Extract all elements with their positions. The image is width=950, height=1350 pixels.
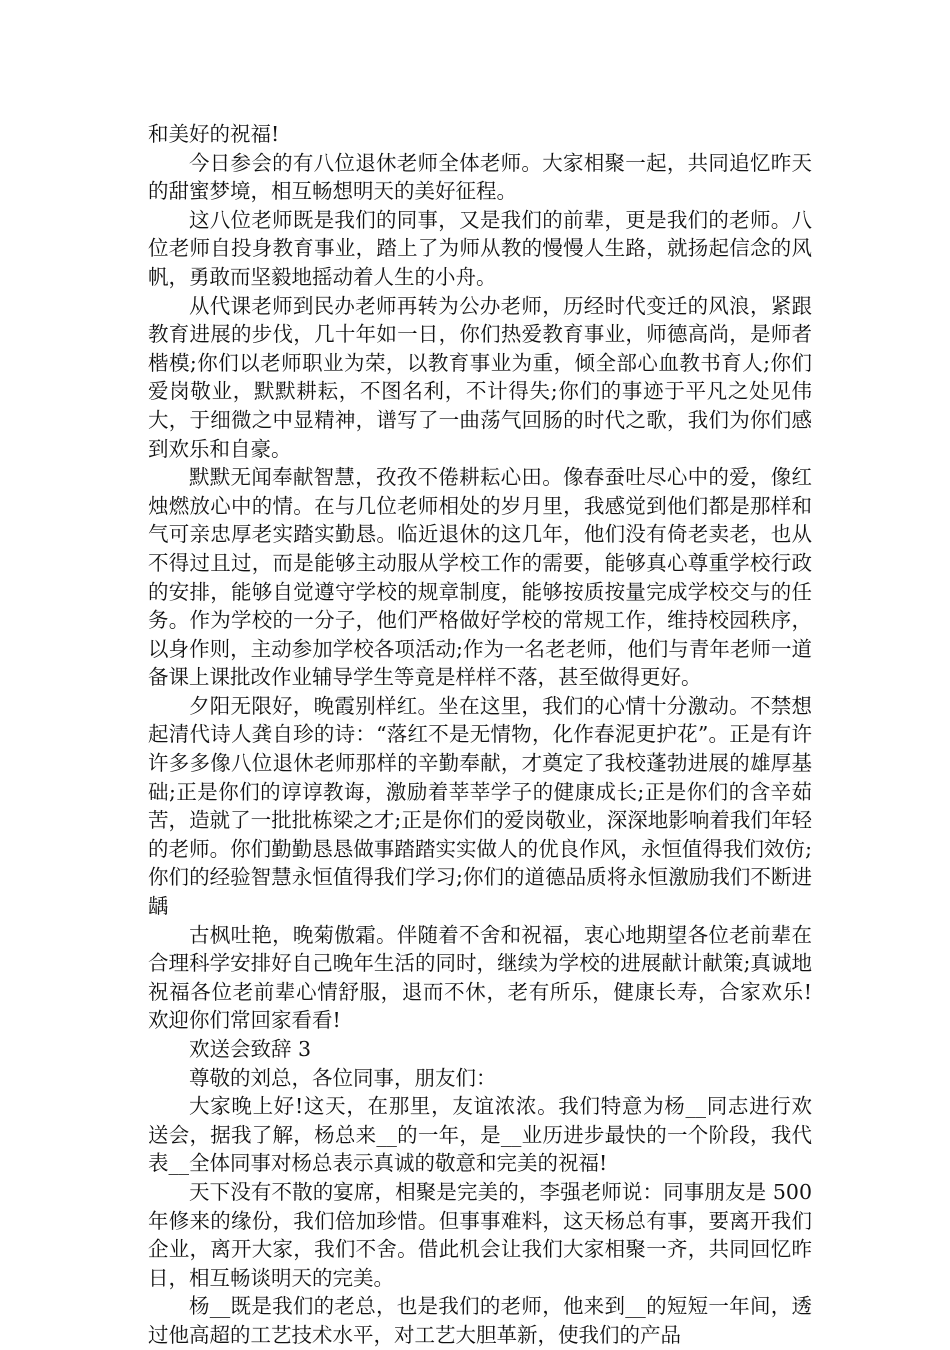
paragraph: 古枫吐艳，晚菊傲霜。伴随着不舍和祝福，衷心地期望各位老前辈在合理科学安排好自己晚年生活的同时，继续为学校的进展献计献策;真诚地祝福各位老前辈心情舒服，退而不休，老有所乐，健康长寿，合家欢乐!欢迎你们常回家看看!	[148, 922, 812, 1033]
paragraph: 今日参会的有八位退休老师全体老师。大家相聚一起，共同追忆昨天的甜蜜梦境，相互畅想明天的美好征程。	[148, 150, 812, 204]
paragraph: 欢送会致辞 3	[189, 1037, 312, 1061]
document-body	[148, 120, 812, 1350]
paragraph: 大家晚上好!这天，在那里，友谊浓浓。我们特意为杨__同志进行欢送会，据我了解，杨总来__的一年，是__业历进步最快的一个阶段，我代表__全体同事对杨总表示真诚的敬意和完美的祝福!	[148, 1094, 812, 1176]
paragraph: 从代课老师到民办老师再转为公办老师，历经时代变迁的风浪，紧跟教育进展的步伐，几十年如一日，你们热爱教育事业，师德高尚，是师者楷模;你们以老师职业为荣，以教育事业为重，倾全部心血教书育人;你们爱岗敬业，默默耕耘，不图名利，不计得失;你们的事迹于平凡之处见伟大，于细微之中显精神，谱写了一曲荡气回肠的时代之歌，我们为你们感到欢乐和自豪。	[148, 293, 812, 461]
paragraph: 天下没有不散的宴席，相聚是完美的，李强老师说：同事朋友是 500 年修来的缘份，我们倍加珍惜。但事事难料，这天杨总有事，要离开我们企业，离开大家，我们不舍。借此机会让我们大家相聚一齐，共同回忆昨日，相互畅谈明天的完美。	[148, 1179, 812, 1290]
paragraph: 尊敬的刘总，各位同事，朋友们：	[189, 1065, 497, 1090]
paragraph: 夕阳无限好，晚霞别样红。坐在这里，我们的心情十分激动。不禁想起清代诗人龚自珍的诗：“落红不是无情物，化作春泥更护花”。正是有许许多多像八位退休老师那样的辛勤奉献，才奠定了我校蓬勃进展的雄厚基础;正是你们的谆谆教诲，激励着莘莘学子的健康成长;正是你们的含辛茹苦，造就了一批批栋梁之才;正是你们的爱岗敬业，深深地影响着我们年轻的老师。你们勤勤恳恳做事踏踏实实做人的优良作风，永恒值得我们效仿;你们的经验智慧永恒值得我们学习;你们的道德品质将永恒激励我们不断进龋	[148, 693, 812, 919]
paragraph: 默默无闻奉献智慧，孜孜不倦耕耘心田。像春蚕吐尽心中的爱，像红烛燃放心中的情。在与几位老师相处的岁月里，我感觉到他们都是那样和气可亲忠厚老实踏实勤恳。临近退休的这几年，他们没有倚老卖老，也从不得过且过，而是能够主动服从学校工作的需要，能够真心尊重学校行政的安排，能够自觉遵守学校的规章制度，能够按质按量完成学校交与的任务。作为学校的一分子，他们严格做好学校的常规工作，维持校园秩序，以身作则，主动参加学校各项活动;作为一名老老师，他们与青年老师一道备课上课批改作业辅导学生等竟是样样不落，甚至做得更好。	[148, 465, 812, 690]
paragraph: 和美好的祝福!	[148, 122, 280, 146]
paragraph: 杨__既是我们的老总，也是我们的老师，他来到__的短短一年间，透过他高超的工艺技术水平，对工艺大胆革新，使我们的产品	[148, 1294, 812, 1347]
paragraph: 这八位老师既是我们的同事，又是我们的前辈，更是我们的老师。八位老师自投身教育事业，踏上了为师从教的慢慢人生路，就扬起信念的风帆，勇敢而坚毅地摇动着人生的小舟。	[148, 207, 812, 289]
